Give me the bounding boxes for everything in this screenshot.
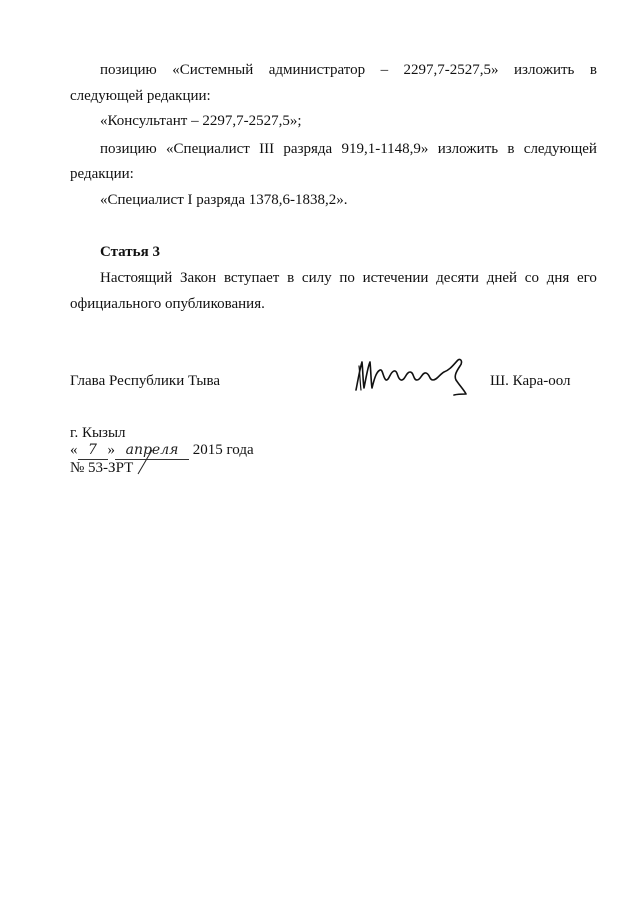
paragraph-1-line-2: следующей редакции: (70, 88, 211, 104)
word: в (589, 62, 597, 78)
date-day: 7 (78, 441, 108, 460)
date-line (70, 441, 254, 460)
word: дня (546, 270, 570, 286)
date-year: 2015 года (192, 442, 254, 458)
word: в (287, 270, 295, 286)
paragraph-2: «Консультант – 2297,7-2527,5»; (100, 113, 302, 129)
date-month: апреля (115, 441, 189, 460)
paragraph-5-line-2: официального опубликования. (70, 296, 265, 312)
word: изложить (437, 141, 499, 157)
word: 2297,7-2527,5» (403, 62, 499, 78)
word: вступает (223, 270, 280, 286)
paragraph-3-line-2: редакции: (70, 166, 134, 182)
city: г. Кызыл (70, 425, 126, 441)
word: позицию (100, 62, 157, 78)
word: дней (486, 270, 518, 286)
word: Настоящий (100, 270, 173, 286)
signer-name: Ш. Кара-оол (490, 373, 571, 389)
word: десяти (436, 270, 479, 286)
pen-stroke-mark (136, 448, 154, 476)
word: в (507, 141, 515, 157)
word: III (259, 141, 275, 157)
word: – (380, 62, 389, 78)
paragraph-1-line-1 (100, 61, 597, 79)
word: со (524, 270, 539, 286)
word: силу (301, 270, 332, 286)
paragraph-3-line-1 (100, 140, 597, 158)
word: изложить (514, 62, 575, 78)
word: истечении (362, 270, 429, 286)
word: «Системный (172, 62, 254, 78)
word: разряда (283, 141, 333, 157)
law-number: № 53-ЗРТ (70, 460, 134, 476)
word: администратор (268, 62, 366, 78)
date-close-quote: » (107, 442, 115, 458)
word: по (339, 270, 355, 286)
date-open-quote: « (70, 442, 78, 458)
position-title: Глава Республики Тыва (70, 373, 221, 389)
handwritten-signature (350, 352, 474, 400)
word: «Специалист (166, 141, 250, 157)
paragraph-4: «Специалист I разряда 1378,6-1838,2». (100, 192, 348, 208)
word: Закон (179, 270, 217, 286)
word: позицию (100, 141, 157, 157)
word: 919,1-1148,9» (341, 141, 429, 157)
article-heading: Статья 3 (100, 244, 160, 260)
word: следующей (523, 141, 597, 157)
paragraph-5-line-1 (100, 269, 597, 287)
word: его (576, 270, 597, 286)
